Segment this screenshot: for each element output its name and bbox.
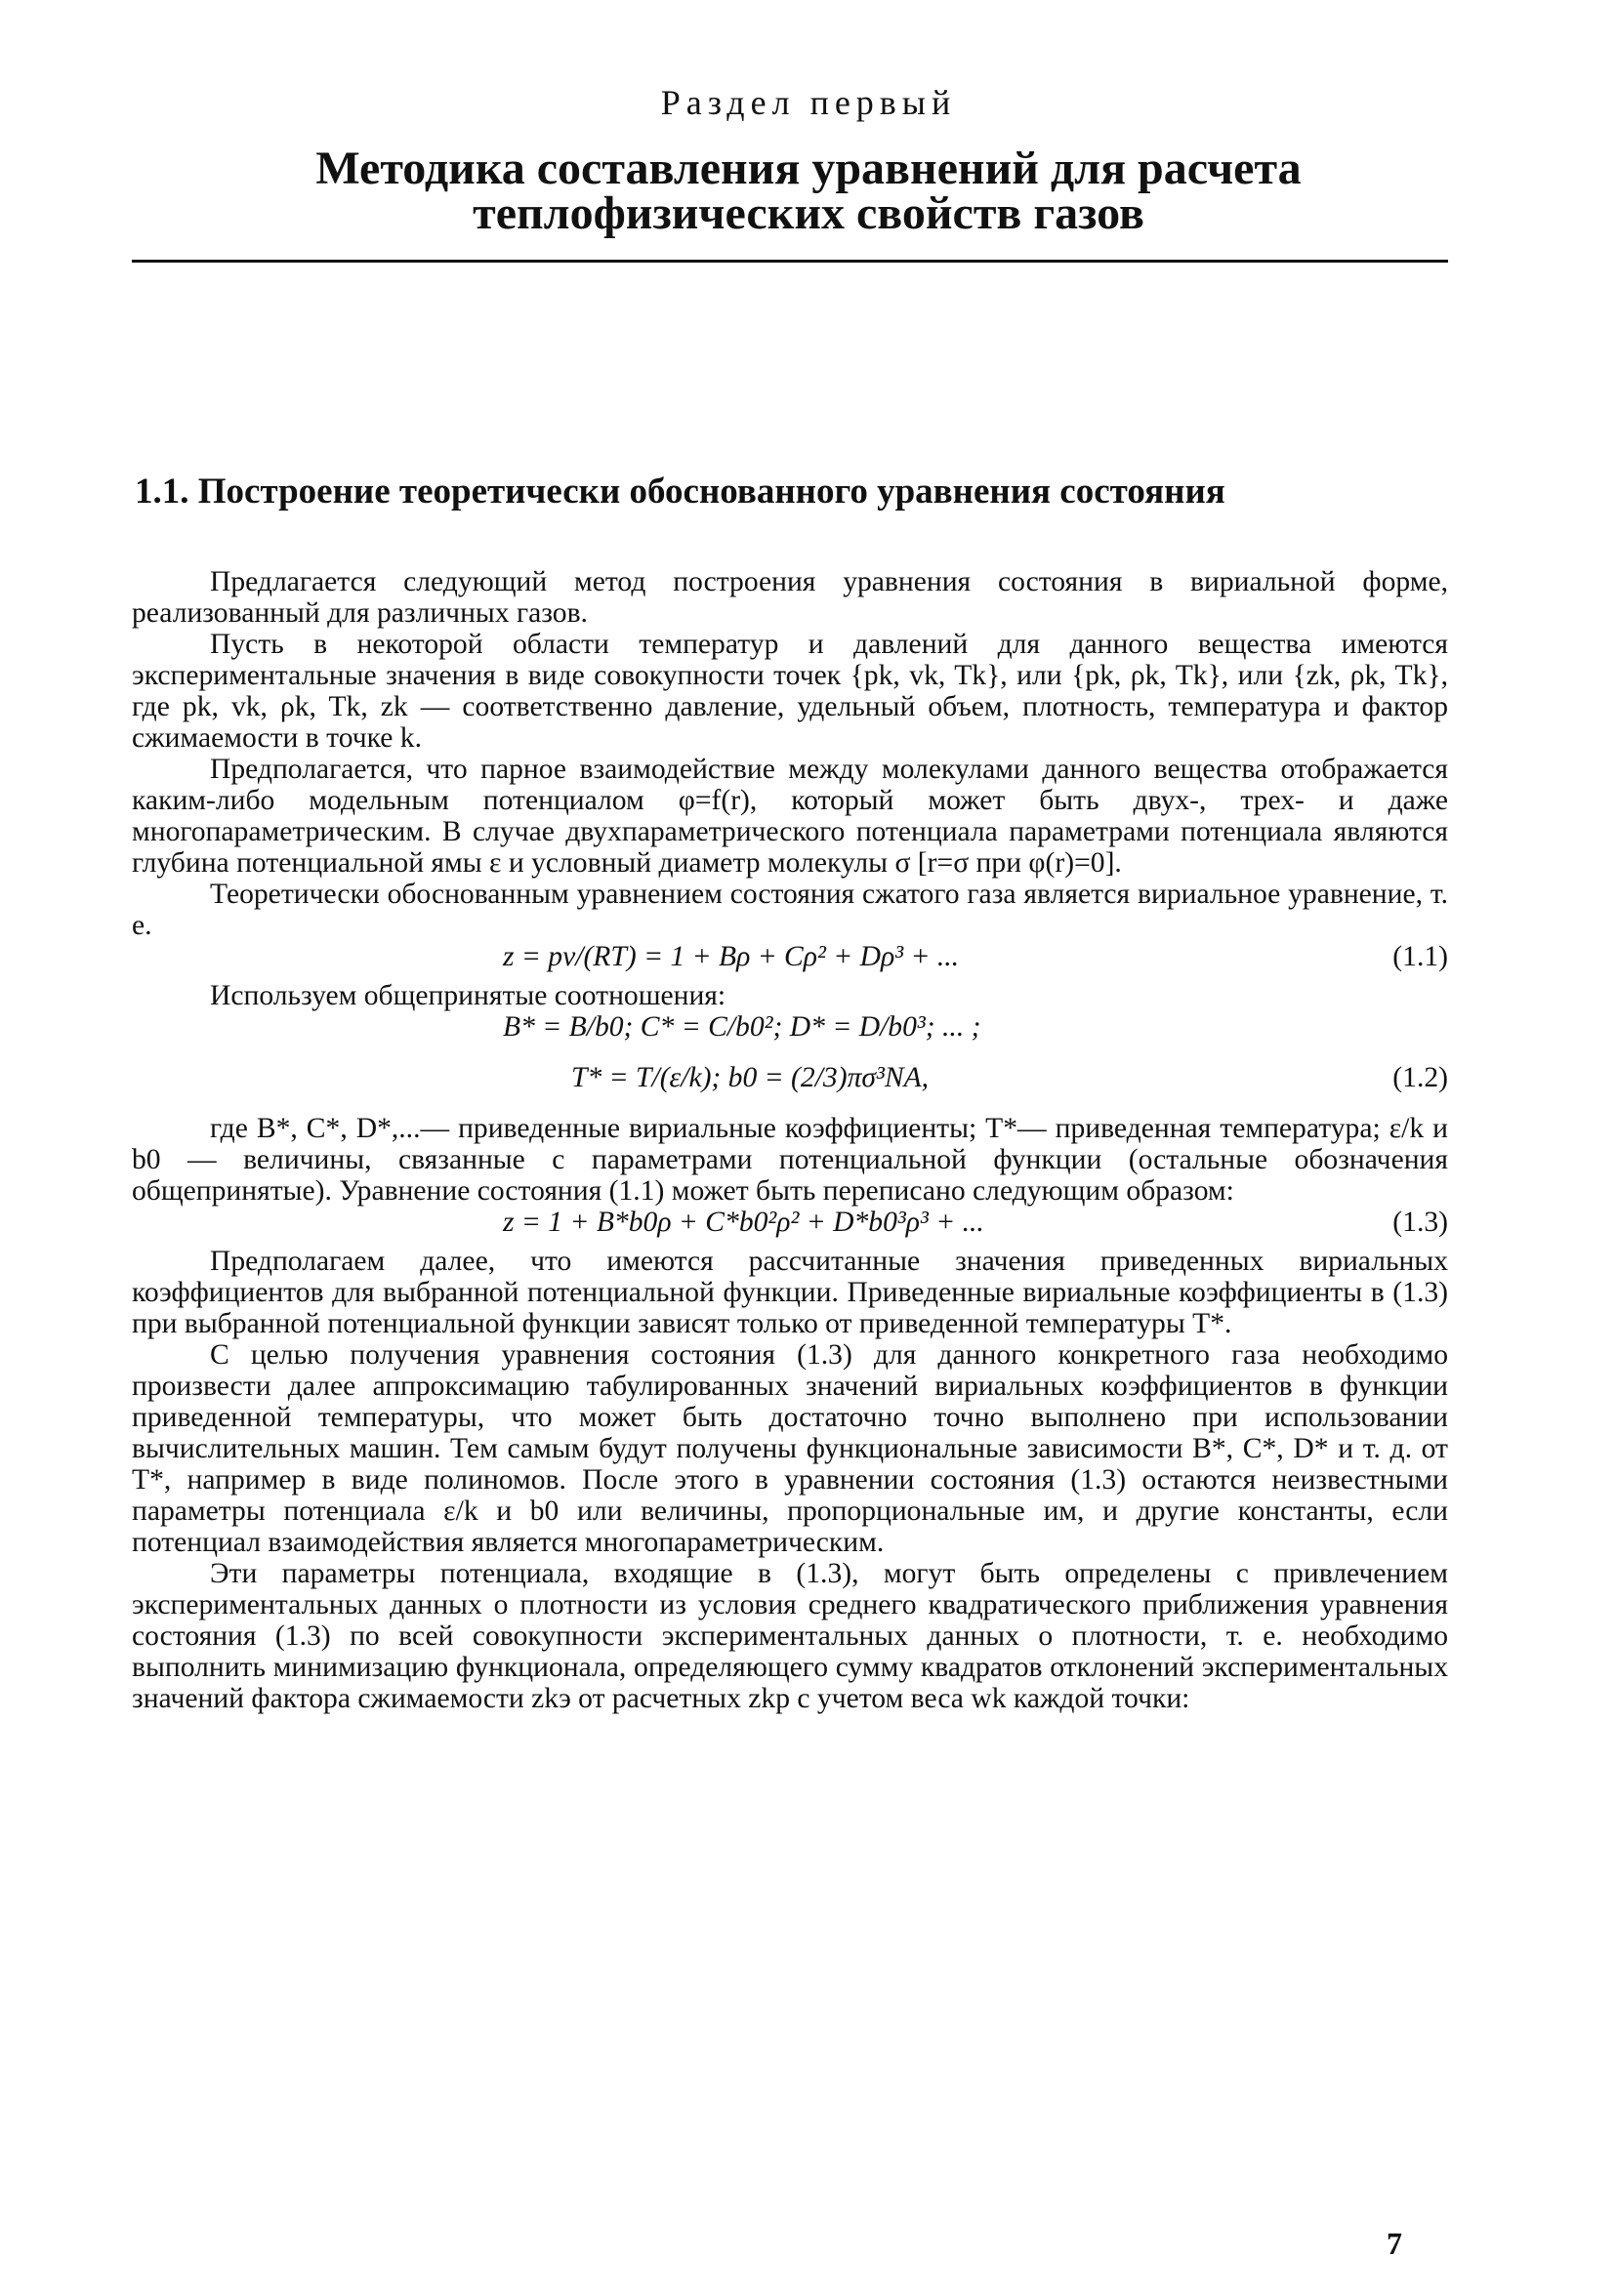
paragraph-1: Предлагается следующий метод построения уравнения состояния в вириальной форме, реализованный для различных газов.	[132, 566, 1448, 629]
paragraph-4: Теоретически обоснованным уравнением состояния сжатого газа является вириальное уравнение, т. е.	[132, 879, 1448, 941]
paragraph-3: Предполагается, что парное взаимодействие между молекулами данного вещества отображается каким-либо модельным потенциалом φ=f(r), который может быть двух-, трех- и даже многопараметрическим. В случае двухпараметрического потенциала параметрами потенциала являются глубина потенциальной ямы ε и условный диаметр молекулы σ [r=σ при φ(r)=0].	[132, 754, 1448, 879]
chapter-title	[195, 143, 1422, 239]
title-divider	[132, 260, 1448, 263]
equation-1-2-number: (1.2)	[1392, 1062, 1448, 1093]
equation-1-1-number: (1.1)	[1392, 941, 1448, 972]
body-text-upper	[132, 566, 1448, 1714]
equation-1-2b	[132, 1050, 1448, 1113]
chapter-title-line-1: Методика составления уравнений для расчета	[315, 143, 1302, 194]
equation-1-3	[132, 1207, 1448, 1246]
page-number: 7	[1387, 2226, 1402, 2261]
equation-1-3-formula: z = 1 + B*b0ρ + C*b0²ρ² + D*b0³ρ³ + ...	[503, 1207, 984, 1238]
paragraph-2: Пусть в некоторой области температур и давлений для данного вещества имеются экспериментальные значения в виде совокупности точек {pk, vk, Tk}, или {pk, ρk, Tk}, или {zk, ρk, Tk}, где pk, vk, ρk, Tk, zk — соответственно давление, удельный объем, плотность, температура и фактор сжимаемости в точке k.	[132, 629, 1448, 754]
equation-1-2a-formula: B* = B/b0; C* = C/b0²; D* = D/b0³; ... ;	[503, 1011, 981, 1043]
paragraph-8: С целью получения уравнения состояния (1.3) для данного конкретного газа необходимо произвести далее аппроксимацию табулированных значений вириальных коэффициентов в функции приведенной температуры, что может быть достаточно точно выполнено при использовании вычислительных машин. Тем самым будут получены функциональные зависимости B*, C*, D* и т. д. от T*, например в виде полиномов. После этого в уравнении состояния (1.3) остаются неизвестными параметры потенциала ε/k и b0 или величины, пропорциональные им, и другие константы, если потенциал взаимодействия является многопараметрическим.	[132, 1339, 1448, 1558]
subsection-title: 1.1. Построение теоретически обоснованного уравнения состояния	[135, 472, 1225, 512]
section-label: Раздел первый	[660, 83, 957, 122]
paragraph-5: Используем общепринятые соотношения:	[210, 980, 726, 1011]
paragraph-6: где B*, C*, D*,...— приведенные вириальные коэффициенты; T*— приведенная температура; ε/k и b0 — величины, связанные с параметрами потенциальной функции (остальные обозначения общепринятые). Уравнение состояния (1.1) может быть переписано следующим образом:	[132, 1113, 1448, 1207]
equation-1-2a	[132, 1011, 1448, 1050]
equation-1-3-number: (1.3)	[1392, 1207, 1448, 1238]
paragraph-9: Эти параметры потенциала, входящие в (1.3), могут быть определены с привлечением экспериментальных данных о плотности из условия среднего квадратического приближения уравнения состояния (1.3) по всей совокупности экспериментальных данных о плотности, т. е. необходимо выполнить минимизацию функционала, определяющего сумму квадратов отклонений экспериментальных значений фактора сжимаемости zkэ от расчетных zkр с учетом веса wk каждой точки:	[132, 1558, 1448, 1714]
paragraph-7: Предполагаем далее, что имеются рассчитанные значения приведенных вириальных коэффициентов для выбранной потенциальной функции. Приведенные вириальные коэффициенты в (1.3) при выбранной потенциальной функции зависят только от приведенной температуры T*.	[132, 1246, 1448, 1339]
equation-1-2b-formula: T* = T/(ε/k); b0 = (2/3)πσ³NA,	[571, 1062, 930, 1093]
equation-1-1	[132, 941, 1448, 980]
chapter-title-line-2: теплофизических свойств газов	[473, 187, 1144, 239]
equation-1-1-formula: z = pv/(RT) = 1 + Bρ + Cρ² + Dρ³ + ...	[503, 941, 960, 972]
